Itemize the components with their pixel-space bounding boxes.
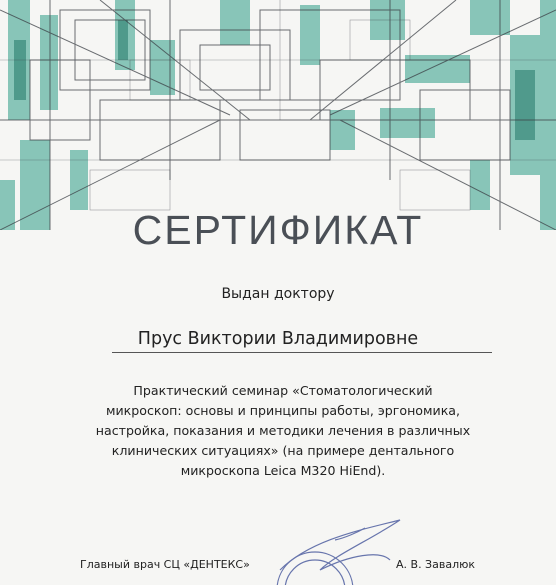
issued-to-label: Выдан доктору	[221, 286, 335, 302]
certificate-title: СЕРТИФИКАТ	[132, 207, 424, 253]
name-underline	[112, 352, 492, 353]
signatory-title: Главный врач СЦ «ДЕНТЕКС»	[80, 558, 250, 571]
signatory-name: А. В. Завалюк	[396, 558, 476, 571]
decorative-header-art	[0, 0, 556, 230]
signature-stamp	[240, 510, 460, 585]
recipient-name: Прус Виктории Владимировне	[137, 329, 419, 349]
course-description: Практический семинар «Стоматологический микроскоп: основы и принципы работы, эргономика, настройка, показания и методики лечения в различных клинических ситуациях» (на примере дентального микроскопа Leica M320 HiEnd).	[95, 383, 471, 478]
